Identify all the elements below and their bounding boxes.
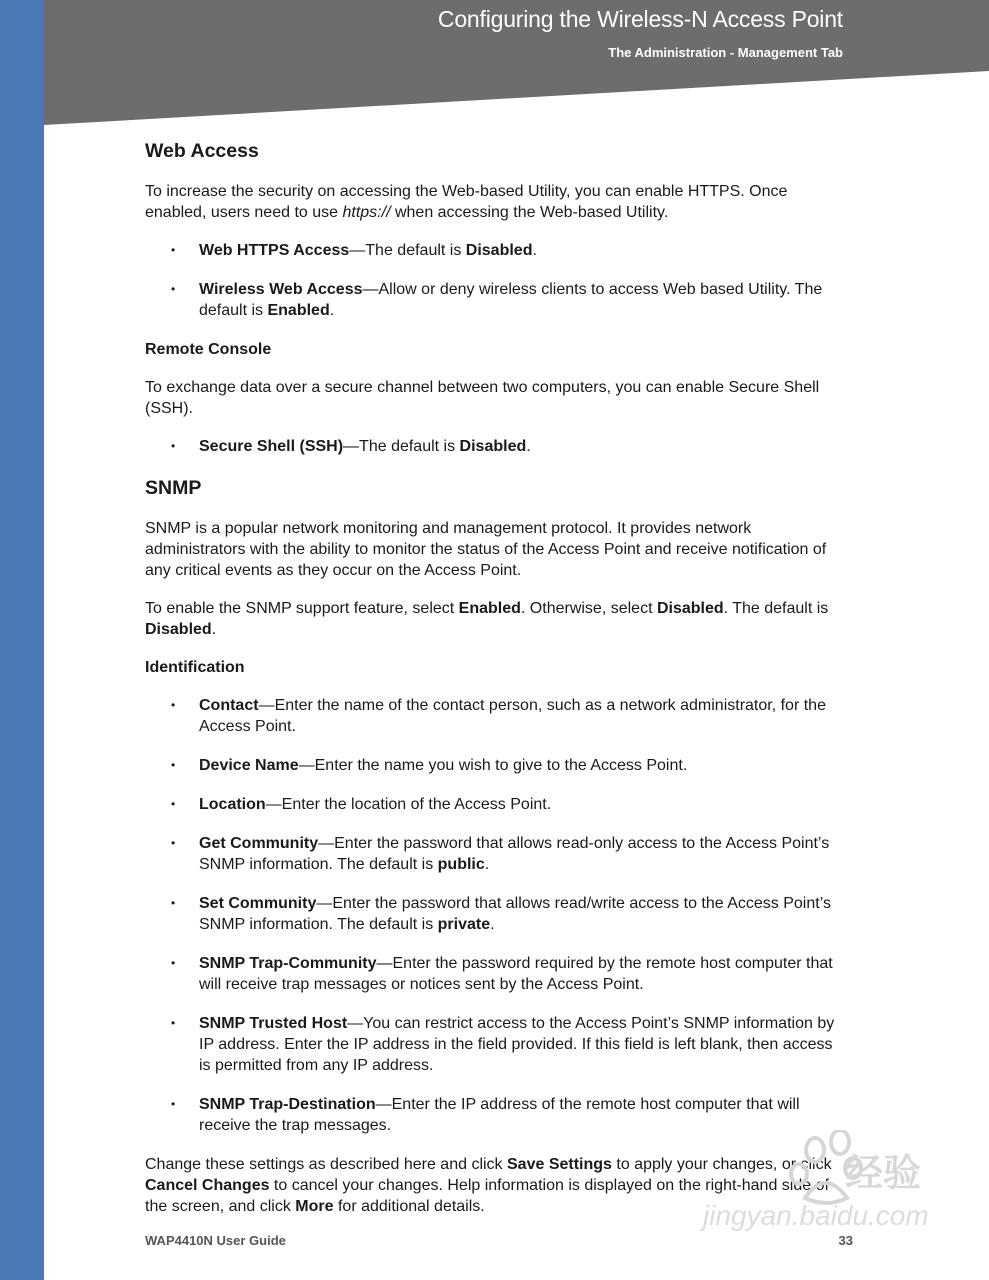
item-text-end: . [490,916,495,933]
item-text: —Enter the IP address of the remote host computer that will receive the trap messages. [199,1096,800,1134]
item-value: private [437,916,491,933]
list-item [145,695,845,737]
cancel-changes-term: Cancel Changes [145,1177,270,1194]
web-access-list [145,240,845,321]
item-term: Contact [199,697,259,714]
item-value: Enabled [267,302,330,319]
item-value: Disabled [465,242,533,259]
closing-text-end: for additional details. [333,1198,485,1215]
item-term: SNMP Trap-Destination [199,1096,376,1113]
page-header [44,0,989,125]
closing-text: to apply your changes, or click [611,1156,832,1173]
item-text: —Enter the name of the contact person, such as a network administrator, for the Access Point. [199,697,826,735]
web-access-intro [145,181,845,223]
item-text: —Enter the name you wish to give to the Access Point. [298,757,688,774]
more-term: More [295,1198,334,1215]
snmp-enable-text: To enable the SNMP support feature, select [145,600,459,617]
item-term: Device Name [199,757,299,774]
watermark-url: jingyan.baidu.com [703,1200,929,1231]
item-text-end: . [526,438,531,455]
remote-console-intro: To exchange data over a secure channel between two computers, you can enable Secure Shell (SSH). [145,379,820,417]
item-text-end: . [484,856,490,873]
snmp-enable-text-end: . [211,621,217,638]
list-item [145,953,845,995]
web-access-intro-text: To increase the security on accessing the Web-based Utility, you can enable HTTPS. Once enabled, users need to use [145,183,788,221]
left-color-bar [0,0,44,1280]
default-value: Disabled [145,621,212,638]
item-term: Get Community [199,835,319,852]
snmp-enable-paragraph [145,598,845,640]
item-text: —The default is [349,242,466,259]
identification-list [145,695,845,1136]
list-item [145,755,845,776]
item-text: —Enter the password required by the remote host computer that will receive trap messages or notices sent by the Access Point. [199,955,833,993]
item-value: public [437,856,485,873]
item-text-end: . [532,242,537,259]
item-term: Web HTTPS Access [199,242,350,259]
remote-console-list [145,436,845,457]
header-title: Configuring the Wireless-N Access Point [437,6,843,32]
subheading-remote-console: Remote Console [145,341,272,358]
item-text: —You can restrict access to the Access Point’s SNMP information by IP address. Enter the IP address in the field provided. If this field is left blank, then access is permitted from any IP address. [199,1015,835,1074]
document-body [145,138,845,1234]
https-text: https:// [342,204,391,221]
disabled-term: Disabled [656,600,724,617]
item-text: —Enter the location of the Access Point. [265,796,552,813]
web-access-intro-text-end: when accessing the Web-based Utility. [390,204,669,221]
header-subtitle: The Administration - Management Tab [608,45,843,60]
baidu-watermark [700,1130,935,1240]
item-text: —Enter the password that allows read-only access to the Access Point’s SNMP information. The default is [199,835,830,873]
list-item [145,833,845,875]
list-item [145,893,845,935]
item-value: Disabled [459,438,527,455]
closing-text: to cancel your changes. Help information is displayed on the right-hand side of the screen, and click [145,1177,829,1215]
item-term: Location [199,796,266,813]
section-heading-web-access: Web Access [145,140,259,162]
item-text: —Enter the password that allows read/write access to the Access Point’s SNMP information. The default is [199,895,831,933]
section-heading-snmp: SNMP [145,477,202,499]
save-settings-term: Save Settings [507,1156,612,1173]
watermark-cn-text: 经验 [845,1153,922,1195]
closing-text: Change these settings as described here and click [145,1156,507,1173]
list-item [145,1013,845,1076]
item-term: Wireless Web Access [199,281,363,298]
enabled-term: Enabled [458,600,521,617]
page-number: 33 [838,1233,853,1248]
snmp-intro: SNMP is a popular network monitoring and management protocol. It provides network administrators with the ability to monitor the status of the Access Point and receive notification of any critical events as they occur on the Access Point. [145,520,827,579]
footer-guide-title: WAP4410N User Guide [145,1233,286,1248]
item-term: Secure Shell (SSH) [199,438,344,455]
snmp-enable-text: . Otherwise, select [520,600,657,617]
list-item [145,436,845,457]
list-item [145,279,845,321]
item-term: SNMP Trap-Community [199,955,377,972]
list-item [145,794,845,815]
item-term: Set Community [199,895,317,912]
list-item [145,240,845,261]
item-text: —Allow or deny wireless clients to access Web based Utility. The default is [199,281,823,319]
item-term: SNMP Trusted Host [199,1015,348,1032]
item-text-end: . [329,302,335,319]
item-text: —The default is [343,438,460,455]
snmp-enable-text: . The default is [723,600,829,617]
subheading-identification: Identification [145,659,245,676]
